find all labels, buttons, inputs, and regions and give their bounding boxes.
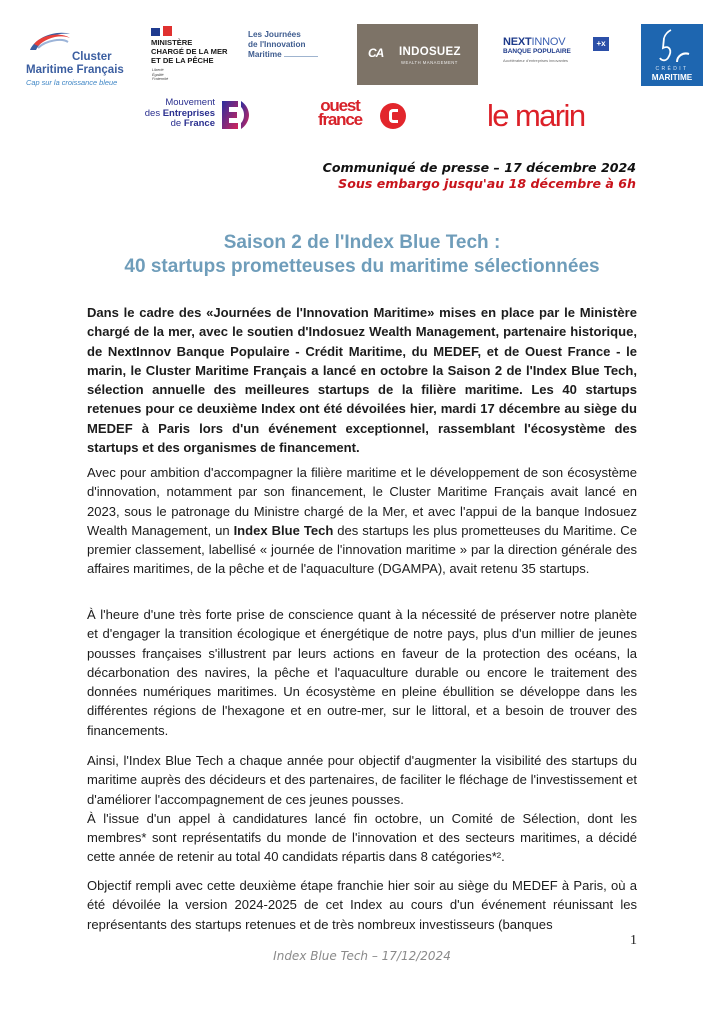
indosuez-sub: WEALTH MANAGEMENT — [401, 60, 458, 65]
journees-innovation-logo — [248, 30, 348, 70]
nextinnov-logo — [503, 36, 618, 70]
paragraph-text: À l'issue d'un appel à candidatures lancé fin octobre, un Comité de Sélection, dont les membres* sont représentatifs du monde de l'innovation et des secteurs maritimes, a décidé cette année de retenir au total 40 candidats répartis dans 8 catégories*². — [87, 810, 637, 865]
medef-word: France — [183, 118, 215, 129]
ministere-motto — [152, 68, 168, 82]
embargo-notice: Sous embargo jusqu'au 18 décembre à 6h — [338, 175, 636, 191]
cluster-title: Cluster — [72, 51, 112, 63]
paragraph-1 — [87, 463, 637, 579]
press-release-date: Communiqué de presse – 17 décembre 2024 — [322, 160, 636, 175]
paragraph-2: À l'heure d'une très forte prise de conscience quant à la nécessité de préserver notre planète et d'engager la transition écologique et énergétique de notre pays, plus d'un millier de jeunes pousses françaises s'illustrent par leurs actions en faveur de la protection des océans, la décarbonation des navires, la pêche et l'aquaculture durable ou encore le traitement des données numériques maritimes. Un écosystème en pleine ébullition se développe dans les différentes régions de l'hexagone et en outre-mer, sur le littoral, et a besoin de trouver des financements. — [87, 607, 637, 738]
page-number: 1 — [630, 933, 637, 948]
indosuez-logo — [357, 24, 478, 85]
ministere-line: MINISTÈRE — [151, 38, 193, 47]
paragraph-4: Objectif rempli avec cette deuxième étape franchie hier soir au siège du MEDEF à Paris, où a été dévoilée la version 2024-2025 de cet Index au cours d'un événement réunissant les représentants des startups retenues et de très nombreux investisseurs (banques — [87, 878, 637, 932]
cluster-tagline: Cap sur la croissance bleue — [26, 78, 118, 87]
page-title — [80, 231, 644, 279]
journees-line: Les Journées — [248, 30, 301, 39]
ca-mark-icon: CA — [368, 46, 384, 60]
maritime-label: MARITIME — [651, 73, 693, 82]
journees-line — [248, 50, 348, 60]
medef-line — [145, 119, 215, 130]
medef-word: des — [144, 107, 163, 119]
ministere-line: ET DE LA PÊCHE — [151, 56, 214, 65]
medef-logo — [140, 96, 250, 136]
swoosh-icon — [28, 28, 72, 54]
title-line-2: 40 startups prometteuses du maritime sélectionnées — [124, 256, 600, 277]
paragraph-text: Ainsi, l'Index Blue Tech a chaque année pour objectif d'augmenter la visibilité des startups du maritime auprès des décideurs et des partenaires, de faciliter le fléchage de l'investissement et d'améliorer l'accompagnement de ces jeunes pousses. — [87, 753, 637, 807]
paragraph-3 — [87, 751, 637, 867]
journees-line-text: Maritime — [248, 50, 282, 59]
wave-icon — [284, 52, 318, 57]
ouest-france-logo — [318, 96, 418, 135]
cluster-maritime-francais-logo — [22, 24, 132, 88]
nextinnov-bold: NEXT — [503, 36, 532, 48]
page-footer: Index Blue Tech – 17/12/2024 — [273, 949, 451, 963]
motto-line: Fraternité — [152, 77, 169, 81]
ministere-line: CHARGÉ DE LA MER — [151, 47, 228, 56]
french-flag-icon — [151, 26, 173, 36]
press-header — [323, 160, 636, 191]
credit-label: CRÉDIT — [655, 66, 689, 72]
ouest-france-line: ouest — [320, 96, 360, 115]
lead-paragraph: Dans le cadre des «Journées de l'Innovation Maritime» mises en place par le Ministère chargé de la mer, avec le soutien d'Indosuez Wealth Management, partenaire historique, de NextInnov Banque Populaire - Crédit Maritime, du MEDEF, et de Ouest France - le marin, le Cluster Maritime Français a lancé en octobre la Saison 2 de l'Index Blue Tech, sélection annuelle des meilleures startups de la filière maritime. Les 40 startups retenues pour ce deuxième Index ont été dévoilées hier, mardi 17 décembre au siège du MEDEF à Paris lors d'un événement exceptionnel, rassemblant l'écosystème des startups et des organismes de financement. — [87, 305, 637, 456]
ministere-name — [151, 38, 228, 65]
medef-line: Mouvement — [165, 97, 215, 108]
plus-x-badge-icon: +x — [593, 37, 609, 51]
medef-word: de — [170, 118, 184, 129]
motto-line: Égalité — [152, 72, 164, 77]
ouest-france-text — [318, 96, 362, 129]
medef-e-icon — [220, 99, 250, 131]
medef-text — [145, 98, 215, 130]
ouest-france-line: france — [318, 110, 362, 129]
ministere-logo — [150, 26, 250, 84]
paragraph-text: Avec pour ambition d'accompagner la filière maritime et le développement de son écosystème d'innovation, notamment par son financement, le Cluster Maritime Français avait lancé en 2023, sous le patronage du Ministre chargé de la Mer, et avec l'appui de la banque Indosuez Wealth Management, un — [87, 465, 637, 538]
nextinnov-light: INNOV — [531, 36, 566, 48]
indosuez-name: INDOSUEZ — [399, 46, 461, 58]
ouest-france-circle-icon — [380, 103, 406, 129]
journees-line: de l'Innovation — [248, 40, 306, 49]
paragraph-text: des startups les plus prometteuses du Maritime. Ce premier classement, labellisé « journée de l'innovation maritime » par la direction générale des affaires maritimes, de la pêche et de l'aquaculture (DGAMPA), avait retenu 35 startups. — [87, 522, 637, 577]
credit-maritime-symbol-icon — [653, 28, 693, 64]
credit-maritime-logo — [641, 24, 703, 86]
title-line-1: Saison 2 de l'Index Blue Tech : — [223, 232, 501, 253]
nextinnov-name — [503, 36, 565, 48]
index-blue-tech-emphasis: Index Blue Tech — [233, 522, 334, 538]
cluster-subtitle: Maritime Français — [26, 64, 124, 76]
banque-populaire: BANQUE POPULAIRE — [503, 48, 571, 55]
le-marin-logo: le marin — [487, 98, 585, 133]
motto-line: Liberté — [152, 68, 164, 72]
medef-word: Entreprises — [162, 107, 215, 119]
nextinnov-tagline: Accélérateur d'entreprises innovantes — [503, 58, 568, 63]
